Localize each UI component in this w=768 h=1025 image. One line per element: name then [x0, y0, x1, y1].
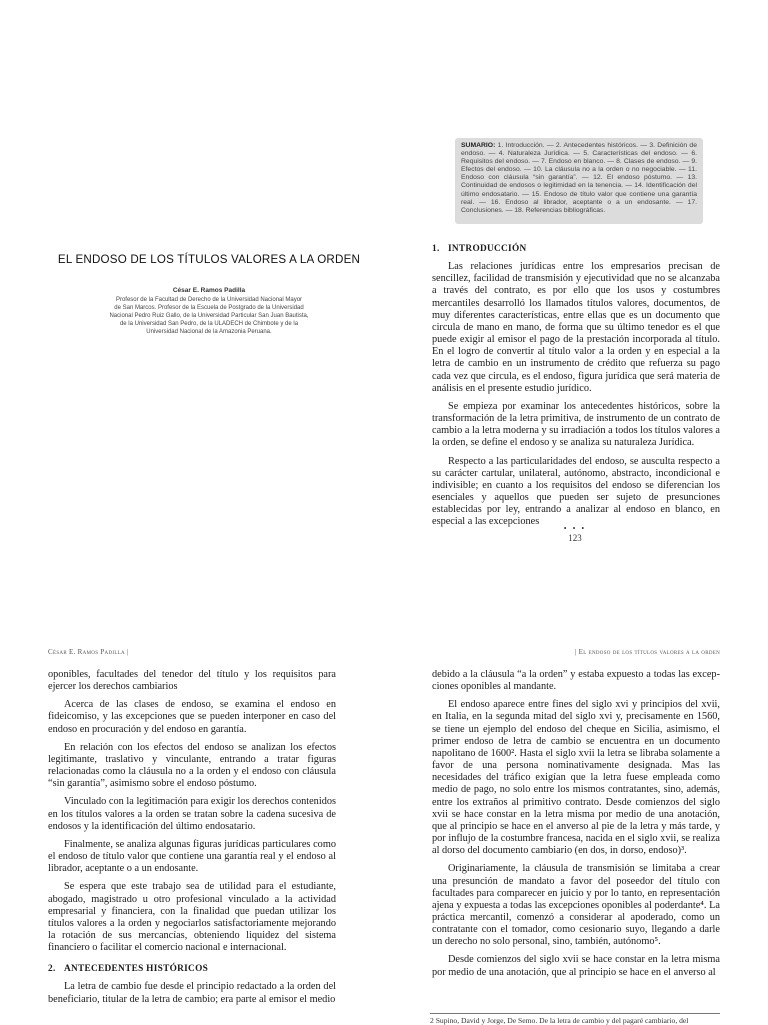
running-head-left: César E. Ramos Padilla |	[48, 648, 129, 656]
paragraph: Respecto a las particularidades del endoso, se ausculta respecto a su carácter cartular, unilateral, autónomo, abstracto, incondicional e indivisible; en cuanto a los requisitos del endoso se diferencian los esenciales y aquellos que pueden ser sujeto de presunciones establecidas por ley, entrando a analizar al endoso en blanco, en especial a las excepciones	[432, 455, 720, 528]
paragraph: Se espera que este trabajo sea de utilidad para el estudiante, abogado, magistrado u otro profesional vinculado a la actividad empresarial y financiera, con la finalidad que puedan utilizar los títulos valores a la orden y negociarlos satisfactoriamente mejorando la rotación de sus mercancías, obteniendo liquidez del sistema financiero o facilitar el comercio nacional e internacional.	[48, 881, 336, 954]
ornament-dots: • • •	[563, 524, 587, 533]
paragraph: oponibles, facultades del tenedor del título y los requisitos para ejercer los derechos cambiarios	[48, 669, 336, 693]
right-column	[432, 669, 720, 985]
paragraph: Finalmente, se analiza algunas figuras jurídicas particulares como el endoso de título valor que contiene una garantía real y el endoso al librador, aceptante o a un endosante.	[48, 838, 336, 875]
left-column	[48, 669, 336, 1012]
running-head-right-text: El endoso de los títulos valores a la orden	[578, 648, 720, 656]
section-number: 2.	[48, 964, 56, 975]
paragraph: Vinculado con la legitimación para exigir los derechos contenidos en los títulos valores a la orden se tratan sobre la cadena sucesiva de endosos y la identificación del último endosatario.	[48, 796, 336, 832]
paragraph: La letra de cambio fue desde el principio redactado a la orden del beneficiario, titular de la letra de cambio; era parte al emisor el medio	[48, 981, 336, 1005]
section-heading-antecedentes	[48, 963, 336, 975]
page-number: 123	[568, 533, 582, 543]
affiliation-line: de la Universidad San Pedro, de la ULADECH de Chimbote y de la	[119, 321, 299, 328]
paragraph: Acerca de las clases de endoso, se examina el endoso en fideicomiso, y las excepciones que se pueden interponer en caso del endoso en procuración y del endoso en garantía.	[48, 699, 336, 735]
paragraph: Las relaciones jurídicas entre los empresarios precisan de sencillez, facilidad de transmisión y ejecutividad que no se alcanzaba a través del contrato, es por ello que los usos y costumbres mercantiles desarrolló los llamados títulos valores, documentos, de muy diferentes características, entre ellas que es un documento que circula de mano en mano, de forma que su último tenedor es el que puede exigir al emisor el pago de la prestación incorporada al título. En el logro de convertir al título valor a la orden y en especial a la letra de cambio en un instrumento de crédito que refuerza su pago cada vez que circula, es el endoso, figura jurídica que será materia de análisis en el presente estudio jurídico.	[432, 261, 720, 394]
affiliation-line: de San Marcos. Profesor de la Escuela de Postgrado de la Universidad	[114, 305, 304, 312]
author-affiliation	[85, 296, 333, 336]
paragraph: En relación con los efectos del endoso se analizan los efectos legitimante, traslativo y vinculante, entrando a tratar figuras relacionadas como la cláusula no a la orden y el endoso con cláusula “sin garantía”, asimismo sobre el endoso póstumo.	[48, 741, 336, 790]
running-head-left-text: César E. Ramos Padilla	[48, 648, 125, 656]
sumario-text	[461, 142, 697, 215]
paragraph: Desde comienzos del siglo xvii se hace constar en la letra misma por medio de una anotación, que al principio se hace en el anverso al	[432, 954, 720, 978]
paragraph: El endoso aparece entre fines del siglo xvi y principios del xvii, en Italia, en la segunda mitad del siglo xvi y, precisamente en 1560, se tiene un ejemplo del endoso del cheque en Sicilia, asimismo, el primer endoso de letra de cambio se encuentra en un documento napolitano de 1600². Hasta el siglo xvii la letra se libraba solamente a favor de una persona nominativamente designada. Mas las necesidades del tráfico exigían que la letra fuese empleada como medio de pago, no solo entre los mismos contratantes, sino, además, entre los extraños al primitivo contrato. Desde comienzos del siglo xvii se hace constar en la letra misma por medio de una anotación, que al principio se hace en el anverso al pie de la letra y más tarde, y por influjo de la costumbre francesa, nacida en el siglo xvii, se realiza al dorso del documento cambiario (en dos, in dorso, endoso)³.	[432, 699, 720, 857]
sumario-label: SUMARIO:	[461, 142, 496, 149]
running-head-right: | El endoso de los títulos valores a la orden	[574, 648, 720, 656]
affiliation-line: Nacional Pedro Ruiz Gallo, de la Universidad Particular San Juan Bautista,	[109, 313, 309, 320]
paragraph: Originariamente, la cláusula de transmisión se limitaba a crear una presunción de mandato a favor del poseedor del título con facultades para comparecer en juicio y por lo tanto, en representación ajena y expuesta a todas las excepciones oponibles al poderdante⁴. La práctica mercantil, comenzó a considerar al apoderado, como un contratante con el tomador, como cesionario suyo, llegando a darle un derecho no solo personal, sino, también, autónomo⁵.	[432, 863, 720, 948]
affiliation-line: Profesor de la Facultad de Derecho de la Universidad Nacional Mayor	[115, 297, 303, 303]
intro-column	[432, 243, 720, 534]
section-number: 1.	[432, 244, 440, 254]
paragraph: Se empieza por examinar los antecedentes históricos, sobre la transformación de la letra primitiva, de instrumento de un contrato de cambio a la letra moderna y su irradiación a todos los títulos valores a la orden, se define el endoso y se analiza su naturaleza Jurídica.	[432, 400, 720, 449]
sumario-contents: 1. Introducción. — 2. Antecedentes históricos. — 3. Definición de endoso. — 4. Naturaleza Jurídica. — 5. Características del endoso. — 6. Requisitos del endoso. — 7. Endoso en blanco. — 8. Clases de endoso. — 9. Efectos del endoso. — 10. La cláusula no a la orden o no negociable. — 11. Endoso con cláusula “sin garantía”. — 12. El endoso póstumo. — 13. Continuidad de endosos o legitimidad en la tenencia. — 14. Identificación del último endosatario. — 15. Endoso de título valor que contiene una garantía real. — 16. Endoso al librador, aceptante o a un endosante. — 17. Conclusiones. — 18. Referencias bibliográficas.	[461, 142, 697, 214]
footnote-rule	[430, 1013, 720, 1014]
paragraph: debido a la cláusula “a la orden” y estaba expuesto a todas las excepciones oponibles al mandante.	[432, 669, 720, 693]
section-heading-introduccion	[432, 243, 720, 255]
author-name: César E. Ramos Padilla	[172, 287, 246, 294]
section-title: INTRODUCCIÓN	[448, 244, 527, 254]
affiliation-line: Universidad Nacional de la Amazonia Peruana.	[146, 329, 272, 336]
sumario-box	[455, 138, 703, 224]
section-title: ANTECEDENTES HISTÓRICOS	[64, 964, 209, 975]
article-title: EL ENDOSO DE LOS TÍTULOS VALORES A LA ORDEN	[57, 253, 361, 266]
footnote: 2 Supino, David y Jorge, De Semo. De la letra de cambio y del pagaré cambiario, del	[430, 1016, 689, 1025]
